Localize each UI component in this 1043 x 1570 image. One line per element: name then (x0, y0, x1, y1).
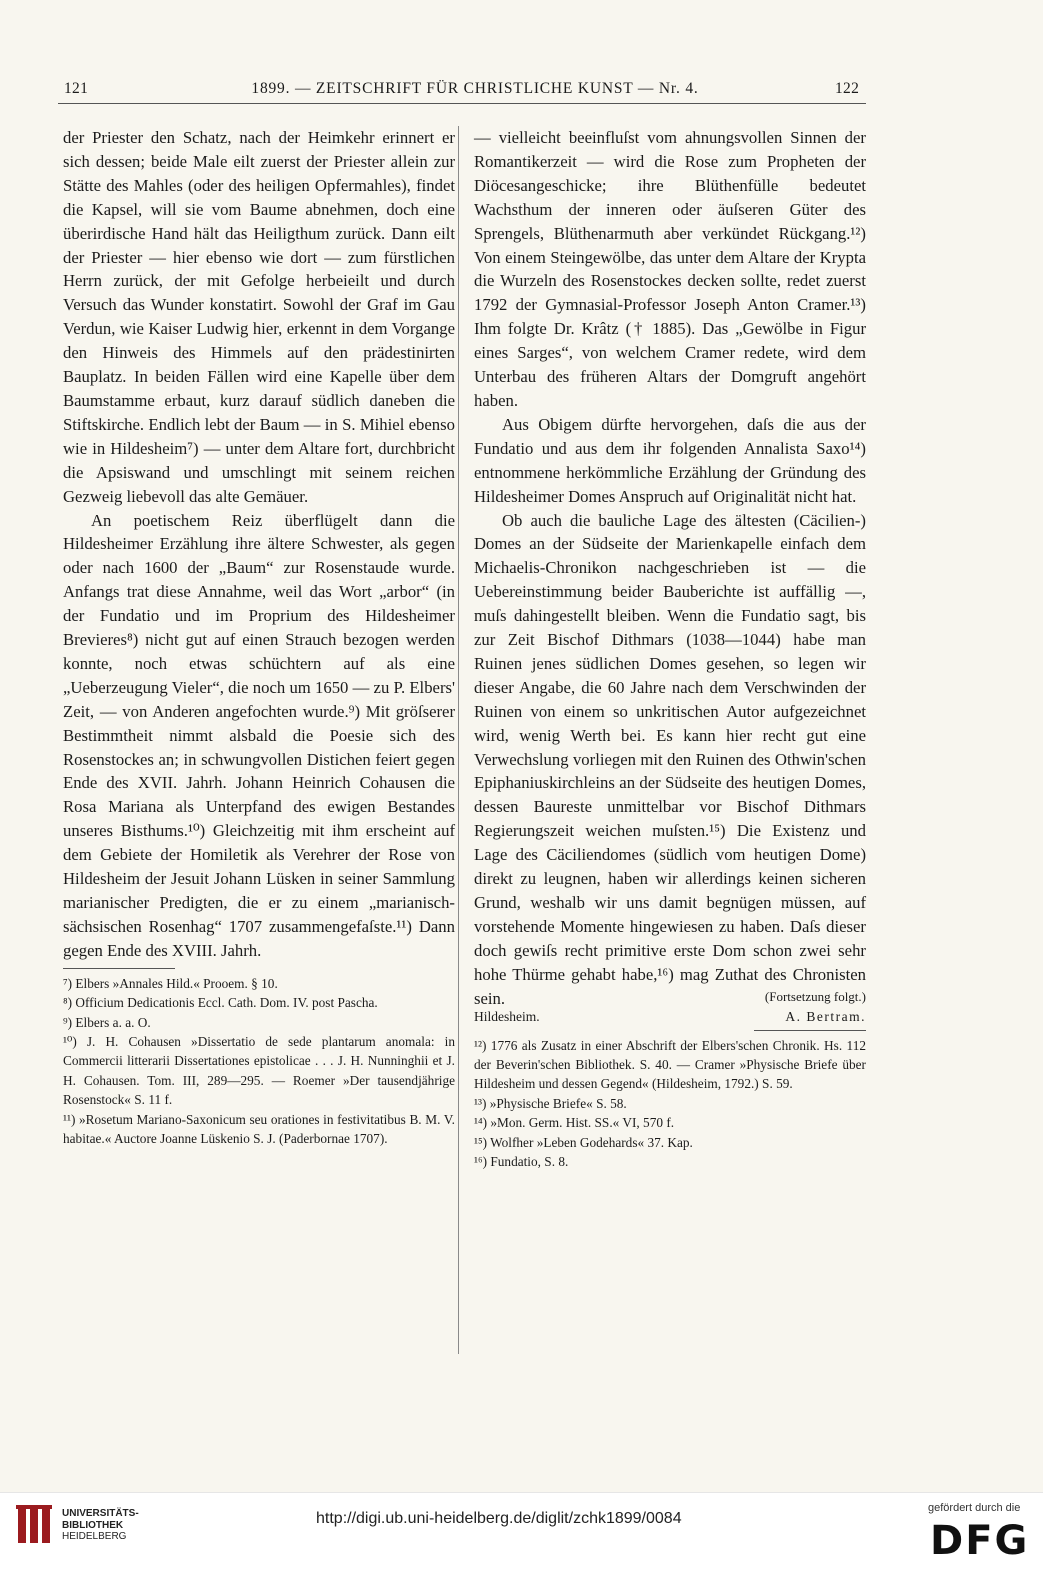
university-library-logo-icon (16, 1505, 56, 1547)
footnote: ¹²) 1776 als Zusatz in einer Abschrift der Elbers'schen Chronik. Hs. 112 der Beverin'schen Bibliothek. S. 40. — Cramer »Physische Briefe über Hildesheim und dessen Gegend« (Hildesheim, 1792.) S. 59. (474, 1037, 866, 1092)
footnote: ¹⁶) Fundatio, S. 8. (474, 1153, 569, 1169)
paragraph: der Priester den Schatz, nach der Heimkehr erinnert er sich dessen; beide Male eilt zuerst der Priester allein zur Stätte des Mahles (oder des heiligen Opfermahles), findet die Kapsel, will sie vom Baume abnehmen, doch eine überirdische Hand hält das Heiligthum zurück. Dann eilt der Priester — hier ebenso wie dort — zum fürstlichen Herrn zurück, der mit Gefolge herbeieilt und durch Versuch das Wunder konstatirt. Sowohl der Graf im Gau Verdun, wie Kaiser Ludwig hier, erkennt in dem Vorgange den Hinweis des Himmels auf den prädestinirten Bauplatz. In beiden Fällen wird eine Kapelle über dem Baumstamme erbaut, kurz darauf südlich daneben die Stiftskirche. Endlich lebt der Baum — in S. Mihiel ebenso wie in Hildesheim⁷) — unter dem Altare fort, durchbricht die Apsiswand und umschlingt mit seinem reichen Gezweig liebevoll das alte Gemäuer. (63, 128, 455, 506)
paragraph: An poetischem Reiz überflügelt dann die Hildesheimer Erzählung ihre ältere Schwester, als gegen oder nach 1600 der „Baum“ zur Rosenstaude wurde. Anfangs trat diese Annahme, weil das Wort „arbor“ (in der Fundatio und im Proprium des Hildesheimer Brevieres⁸) nicht gut auf einen Strauch bezogen werden konnte, noch etwas schüchtern auf als eine „Ueberzeugung Vieler“, die noch um 1650 — zu P. Elbers' Zeit, — von Anderen angefochten wurde.⁹) Mit gröſserer Bestimmtheit nimmt alsbald die Poesie sich des Rosenstockes an; in schwungvollen Distichen feiert gegen Ende des XVII. Jahrh. Johann Heinrich Cohausen die Rosa Mariana als Unterpfand des ewigen Bestandes unseres Bisthums.¹⁰) Gleichzeitig mit ihm erscheint auf dem Gebiete der Homiletik als Verehrer der Rose von Hildesheim der Jesuit Johann Lüsken in seiner Sammlung marianischer Predigten, die er zu einem „marianisch-sächsischen Rosenhag“ 1707 zusammengefaſste.¹¹) Dann gegen Ende des XVIII. Jahrh. (63, 510, 455, 960)
library-line: BIBLIOTHEK (62, 1519, 124, 1531)
right-column (474, 126, 866, 1171)
left-footnotes (63, 974, 455, 1149)
column-divider (458, 126, 459, 1354)
paragraph: Aus Obigem dürfte hervorgehen, daſs die aus der Fundatio und aus dem ihr folgenden Annalista Saxo¹⁴) entnommene herkömmliche Erzählung der Gründung des Hildesheimer Domes Anspruch auf Originalität nicht hat. (474, 414, 866, 506)
footnote: ¹⁰) J. H. Cohausen »Dissertatio de sede plantarum anomala: in Commercii litterarii Dissertationes epistolicae . . . J. H. Nunninghii et J. H. Cohausen. Tom. III, 289—295. — Roemer »Der tausendjährige Rosenstock« S. 11 f. (63, 1033, 455, 1108)
footnote: ¹³) »Physische Briefe« S. 58. (474, 1095, 627, 1111)
footnote: ¹⁵) Wolfher »Leben Godehards« 37. Kap. (474, 1134, 693, 1150)
place: Hildesheim. (474, 1008, 540, 1024)
footer-bar (0, 1492, 1043, 1570)
right-footnotes (474, 1036, 866, 1172)
running-title: 1899. — ZEITSCHRIFT FÜR CHRISTLICHE KUNST — Nr. 4. (251, 80, 699, 97)
left-column (63, 126, 455, 1148)
funding-caption: gefördert durch die (928, 1502, 1021, 1514)
footnote: ⁸) Officium Dedicationis Eccl. Cath. Dom. IV. post Pascha. (63, 995, 378, 1011)
permalink[interactable]: http://digi.ub.uni-heidelberg.de/diglit/zchk1899/0084 (316, 1510, 682, 1527)
left-body-text (63, 126, 455, 963)
footnote: ¹¹) »Rosetum Mariano-Saxonicum seu orationes in festivitatibus B. M. V. habitae.« Auctore Joanne Lüskenio S. J. (Paderbornae 1707). (63, 1111, 455, 1146)
page-number-left: 121 (64, 80, 89, 97)
footnote: ⁹) Elbers a. a. O. (63, 1014, 151, 1030)
library-line: HEIDELBERG (62, 1531, 127, 1542)
footnote-rule (754, 1030, 866, 1031)
author: A. Bertram. (785, 1008, 866, 1024)
footnote: ¹⁴) »Mon. Germ. Hist. SS.« VI, 570 f. (474, 1115, 675, 1131)
paragraph: Ob auch die bauliche Lage des ältesten (Cäcilien-) Domes an der Südseite der Marienkapelle einfach dem Michaelis-Chronikon nachgeschrieben ist — die Uebereinstimmung beider Bauberichte ist auffällig —, muſs dahingestellt bleiben. Wenn die Fundatio sagt, bis zur Zeit Bischof Dithmars (1038—1044) habe man Ruinen jenes südlichen Domes gesehen, so legen wir dieser Angabe, die 60 Jahre nach dem Verschwinden der Ruinen von einem so unkritischen Autor aufgezeichnet wird, wenig Werth bei. Es kann hier recht gut eine Verwechslung vorliegen mit den Ruinen des Othwin'schen Epiphaniuskirchleins an der Südseite des heutigen Domes, dessen Baureste unmittelbar vor Bischof Dithmars Regierungszeit weichen muſsten.¹⁵) Die Existenz und Lage des Cäciliendomes (südlich vom heutigen Dome) direkt zu leugnen, haben wir allerdings keinen sicheren Grund, weshalb wir uns damit begnügen müssen, auf vorstehende Momente hingewiesen zu haben. Daſs dieser doch gewiſs recht primitive erste Dom schon zwei sehr hohe Thürme gehabt habe,¹⁶) mag Zuthat des Chronisten sein. (474, 510, 866, 1008)
right-body-text (474, 126, 866, 1011)
header-rule (58, 103, 866, 104)
footnote-rule (63, 968, 175, 969)
paragraph: — vielleicht beeinfluſst vom ahnungsvollen Sinnen der Romantikerzeit — wird die Rose zum Propheten der Diöcesangeschicke; ihre Blüthenfülle bedeutet Wachsthum der inneren oder äuſseren Güter des Sprengels, Blüthenarmuth aber verkündet Rückgang.¹²) Von einem Steingewölbe, das unter dem Altare der Krypta die Wurzeln des Rosenstockes decken sollte, redet zuerst 1792 der Gymnasial-Professor Joseph Anton Cramer.¹³) Ihm folgte Dr. Krâtz († 1885). Das „Gewölbe in Figur eines Sarges“, von welchem Cramer redete, wird dem Unterbau des früheren Altars der Domgruft angehört haben. (474, 128, 866, 410)
footnote: ⁷) Elbers »Annales Hild.« Prooem. § 10. (63, 975, 278, 991)
library-line: UNIVERSITÄTS- (62, 1508, 139, 1519)
library-name (62, 1508, 139, 1543)
continued-label: (Fortsetzung folgt.) (764, 988, 866, 1004)
page-number-right: 122 (835, 80, 860, 97)
continuation-note (474, 989, 866, 1005)
signature-line (474, 1009, 866, 1025)
dfg-logo: DFG (930, 1518, 1030, 1564)
